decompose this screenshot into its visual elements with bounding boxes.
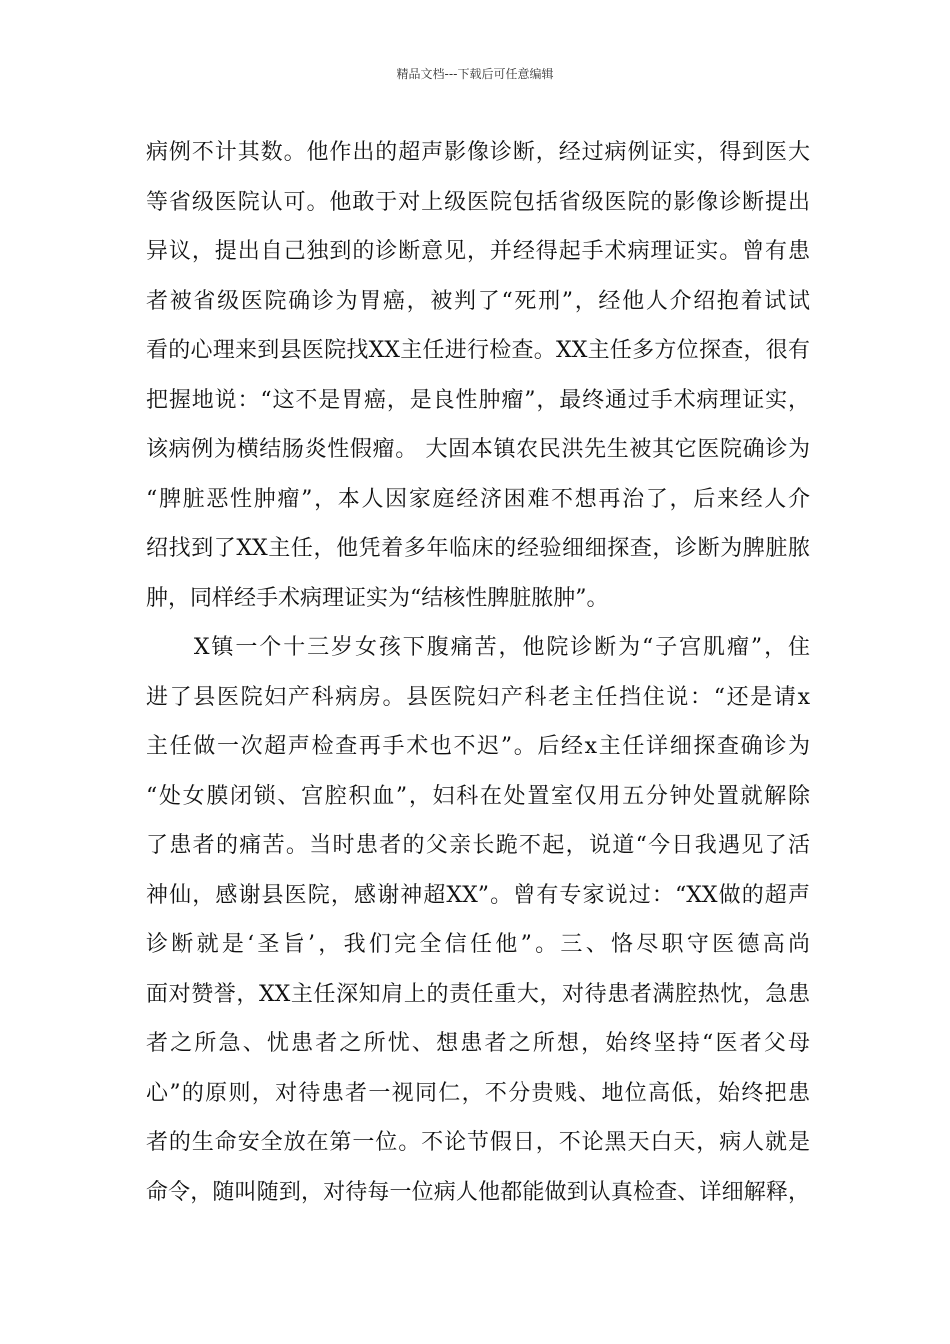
document-body xyxy=(146,128,810,1217)
text-line: 绍找到了XX主任，他凭着多年临床的经验细细探查，诊断为脾脏脓 xyxy=(146,536,810,561)
text-line: 进了县医院妇产科病房。县医院妇产科老主任挡住说：“还是请x xyxy=(146,684,810,710)
text-line: 神仙，感谢县医院，感谢神超XX”。曾有专家说过：“XX做的超声 xyxy=(146,882,810,908)
text-line: 面对赞誉，XX主任深知肩上的责任重大，对待患者满腔热忱，急患 xyxy=(146,981,810,1007)
text-line: 肿，同样经手术病理证实为“结核性脾脏脓肿”。 xyxy=(146,585,609,611)
text-line: 心”的原则，对待患者一视同仁，不分贵贱、地位高低，始终把患 xyxy=(146,1080,810,1106)
text-line: 了患者的痛苦。当时患者的父亲长跪不起，说道“今日我遇见了活 xyxy=(146,833,810,858)
text-line: 看的心理来到县医院找XX主任进行检查。XX主任多方位探查，很有 xyxy=(146,338,810,363)
text-line: 命令，随叫随到，对待每一位病人他都能做到认真检查、详细解释， xyxy=(146,1179,810,1205)
text-line: 病例不计其数。他作出的超声影像诊断，经过病例证实，得到医大 xyxy=(146,140,810,165)
text-line: “处女膜闭锁、宫腔积血”，妇科在处置室仅用五分钟处置就解除 xyxy=(146,783,810,809)
text-line: 等省级医院认可。他敢于对上级医院包括省级医院的影像诊断提出 xyxy=(146,189,810,215)
text-line: 者之所急、忧患者之所忧、想患者之所想，始终坚持“医者父母 xyxy=(146,1031,810,1056)
text-line: 主任做一次超声检查再手术也不迟”。后经x主任详细探查确诊为 xyxy=(146,734,810,759)
text-line: 诊断就是‘圣旨’，我们完全信任他”。三、恪尽职守医德高尚 xyxy=(146,932,810,957)
text-line: 该病例为横结肠炎性假瘤。 大固本镇农民洪先生被其它医院确诊为 xyxy=(146,437,810,462)
page-header: 精品文档---下载后可任意编辑 xyxy=(396,67,554,81)
text-line: “脾脏恶性肿瘤”，本人因家庭经济困难不想再治了，后来经人介 xyxy=(146,486,810,512)
text-line: X镇一个十三岁女孩下腹痛苦，他院诊断为“子宫肌瘤”，住 xyxy=(146,635,810,660)
text-line: 者的生命安全放在第一位。不论节假日，不论黑天白天，病人就是 xyxy=(146,1130,810,1155)
text-line: 异议，提出自己独到的诊断意见，并经得起手术病理证实。曾有患 xyxy=(146,239,810,264)
text-line: 者被省级医院确诊为胃癌，被判了“死刑”，经他人介绍抱着试试 xyxy=(146,288,810,314)
text-line: 把握地说：“这不是胃癌，是良性肿瘤”，最终通过手术病理证实， xyxy=(146,387,810,413)
